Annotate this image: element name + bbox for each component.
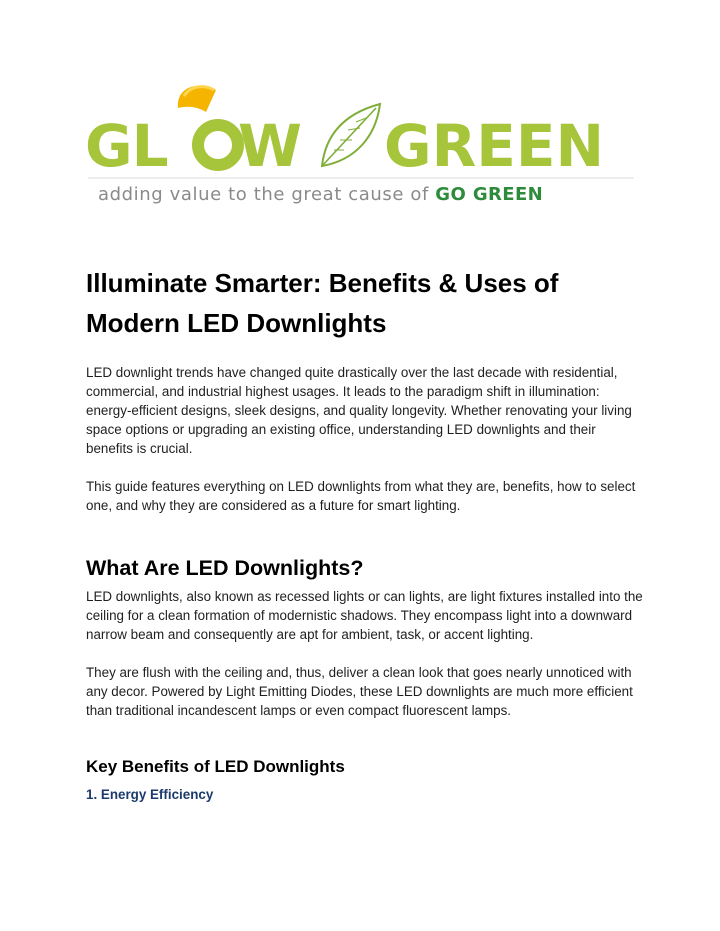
tagline-text: adding value to the great cause of bbox=[98, 184, 429, 205]
section-1-paragraph-2: They are flush with the ceiling and, thus, deliver a clean look that goes nearly unnoticed with any decor. Powered by Light Emitting Diodes, these LED downlights are much more efficient than traditional incandescent lamps or even compact fluorescent lamps. bbox=[86, 665, 633, 718]
leaf-icon bbox=[322, 104, 380, 166]
logo-word-glow: GL bbox=[85, 112, 168, 180]
section-1-paragraph-1: LED downlights, also known as recessed lights or can lights, are light fixtures installed into the ceiling for a clean formation of modernistic shadows. They encompass light into a downward narrow beam and consequently are apt for ambient, task, or accent lighting. bbox=[86, 589, 643, 642]
article-title: Illuminate Smarter: Benefits & Uses of Modern LED Downlights bbox=[86, 268, 559, 338]
section-heading-what-are: What Are LED Downlights? bbox=[86, 556, 364, 580]
article bbox=[86, 263, 646, 805]
logo bbox=[0, 0, 720, 220]
logo-o-ring bbox=[198, 125, 238, 165]
intro-paragraph-1: LED downlight trends have changed quite drastically over the last decade with residential, commercial, and industrial highest usages. It leads to the paradigm shift in illumination: energy-efficient designs, sleek designs, and quality longevity. Whether renovating your living space options or upgrading an existing office, understanding LED downlights and their benefits is crucial. bbox=[86, 365, 632, 456]
intro-paragraph-2: This guide features everything on LED downlights from what they are, benefits, how to select one, and why they are considered as a future for smart lighting. bbox=[86, 479, 636, 513]
section-heading-key-benefits: Key Benefits of LED Downlights bbox=[86, 757, 345, 776]
subsection-heading-energy-efficiency: 1. Energy Efficiency bbox=[86, 787, 214, 802]
tagline-go-green: GO GREEN bbox=[435, 184, 544, 205]
logo-tagline bbox=[98, 184, 543, 205]
logo-word-w: W bbox=[238, 112, 302, 180]
logo-word-green: GREEN bbox=[384, 112, 605, 180]
